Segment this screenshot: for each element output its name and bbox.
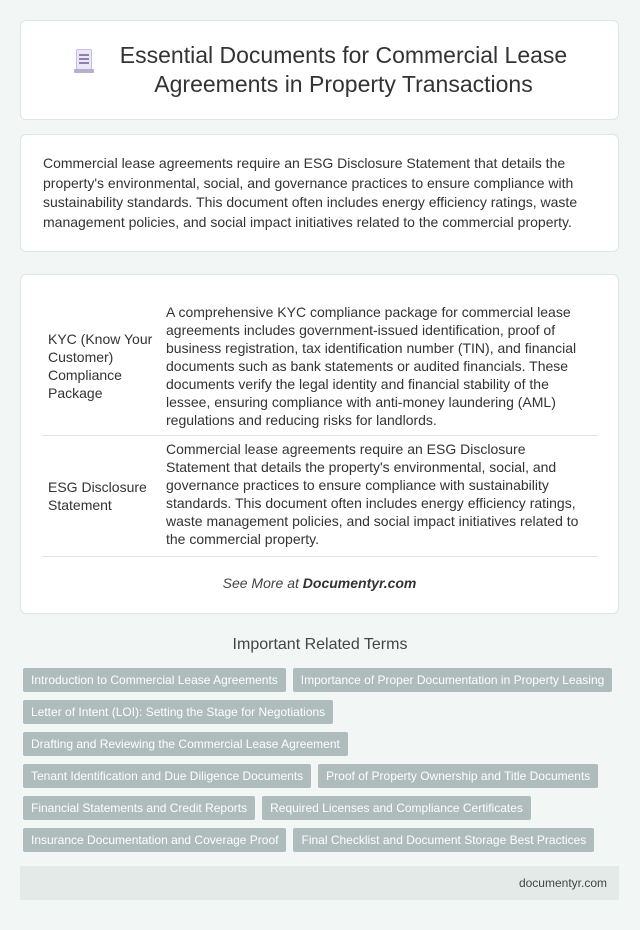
footer — [20, 866, 619, 900]
see-more-link[interactable] — [21, 575, 618, 591]
table-row — [42, 436, 598, 557]
related-terms-title: Important Related Terms — [232, 636, 408, 653]
related-tag[interactable]: Importance of Proper Documentation in Property Leasing — [293, 668, 613, 692]
table-row — [42, 299, 598, 436]
related-tag[interactable]: Insurance Documentation and Coverage Proof — [23, 828, 286, 852]
related-tag[interactable]: Final Checklist and Document Storage Best Practices — [293, 828, 594, 852]
document-description: A comprehensive KYC compliance package for commercial lease agreements includes government-issued identification, proof of business registration, tax identification number (TIN), and financial documents such as bank statements or audited financials. These documents verify the legal identity and financial stability of the lessee, ensuring compliance with anti-money laundering (AML) regulations and reducing risks for landlords. — [166, 304, 577, 428]
intro-text: Commercial lease agreements require an ESG Disclosure Statement that details the property's environmental, social, and governance practices to ensure compliance with sustainability standards. This document often includes energy efficiency ratings, waste management policies, and social impact initiatives related to the commercial property. — [43, 155, 578, 230]
related-tag[interactable]: Required Licenses and Compliance Certificates — [262, 796, 531, 820]
footer-site[interactable]: documentyr.com — [518, 876, 607, 890]
related-tag[interactable]: Introduction to Commercial Lease Agreements — [23, 668, 286, 692]
page-title — [120, 41, 567, 99]
document-description: Commercial lease agreements require an ESG Disclosure Statement that details the property's environmental, social, and governance practices to ensure compliance with sustainability standards. This document often includes energy efficiency ratings, waste management policies, and social impact initiatives related to the commercial property. — [166, 441, 579, 547]
intro-card — [20, 134, 619, 252]
documents-table — [42, 299, 598, 557]
related-tag[interactable]: Proof of Property Ownership and Title Documents — [318, 764, 598, 788]
document-icon — [72, 47, 98, 77]
document-term: KYC (Know Your Customer) Compliance Package — [48, 331, 153, 401]
title-card — [20, 20, 619, 120]
documents-card — [20, 274, 619, 614]
title-wrap — [72, 41, 567, 99]
page-title-line-1: Essential Documents for Commercial Lease — [119, 42, 568, 68]
related-tag[interactable]: Letter of Intent (LOI): Setting the Stage for Negotiations — [23, 700, 333, 724]
related-tag[interactable]: Drafting and Reviewing the Commercial Lease Agreement — [23, 732, 348, 756]
document-term: ESG Disclosure Statement — [48, 479, 147, 513]
see-more-site[interactable]: Documentyr.com — [302, 575, 417, 591]
related-tag[interactable]: Financial Statements and Credit Reports — [23, 796, 255, 820]
related-terms-tags — [23, 668, 623, 860]
page-title-line-2: Agreements in Property Transactions — [154, 71, 533, 97]
related-tag[interactable]: Tenant Identification and Due Diligence Documents — [23, 764, 311, 788]
see-more-prefix: See More at — [222, 575, 303, 591]
